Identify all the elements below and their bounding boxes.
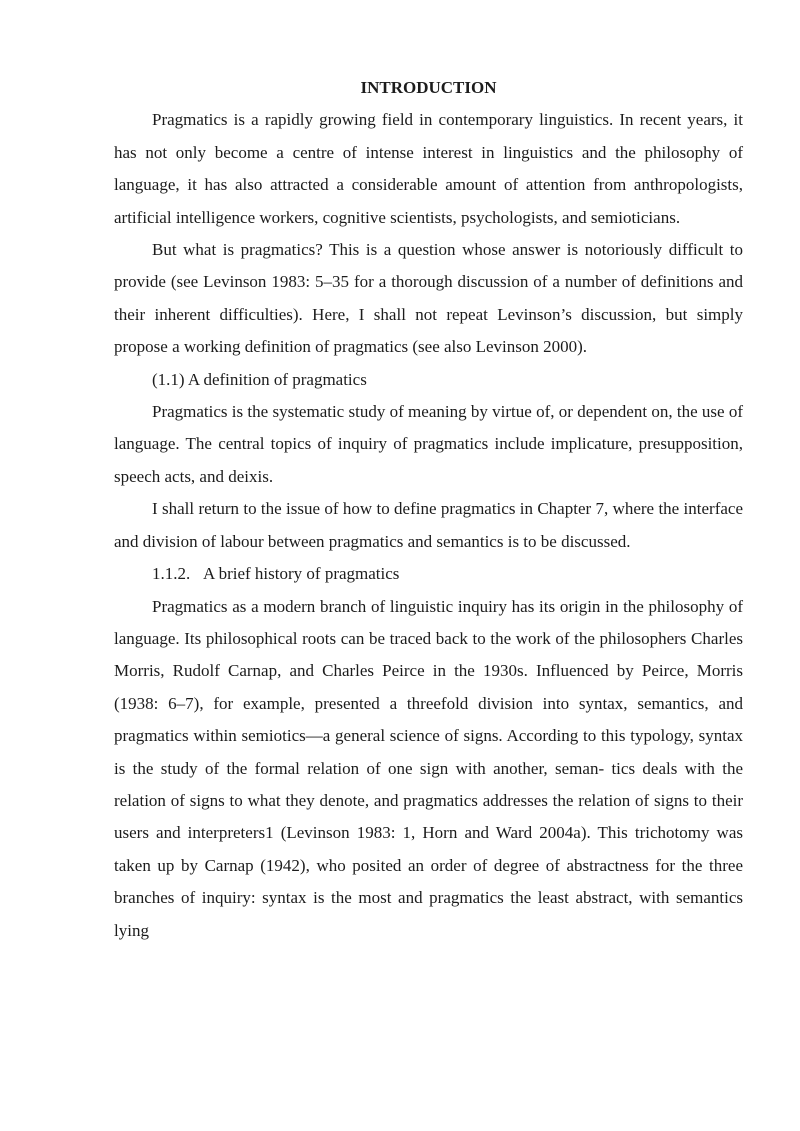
heading-definition: (1.1) A definition of pragmatics [152, 369, 367, 389]
document-page [114, 72, 743, 947]
paragraph-definition: Pragmatics is the systematic study of meaning by virtue of, or dependent on, the use of language. The central topics of inquiry of pragmatics include implicature, presupposition, speech acts, and deixis. [114, 402, 743, 486]
heading-brief-history: 1.1.2. A brief history of pragmatics [152, 564, 400, 584]
paragraph-what-is-pragmatics: But what is pragmatics? This is a question whose answer is notoriously difficult to provide (see Levinson 1983: 5–35 for a thorough discussion of a number of definitions and their inherent difficulties). Here, I shall not repeat Levinson’s discussion, but simply propose a working definition of pragmatics (see also Levinson 2000). [114, 240, 743, 357]
paragraph-intro: Pragmatics is a rapidly growing field in contemporary linguistics. In recent years, it has not only become a centre of intense interest in linguistics and the philosophy of language, it has also attracted a considerable amount of attention from anthropologists, artificial intelligence workers, cognitive scientists, psychologists, and semioticians. [114, 110, 743, 227]
page-title: INTRODUCTION [360, 78, 497, 97]
paragraph-history: Pragmatics as a modern branch of linguistic inquiry has its origin in the philosophy of language. Its philosophical roots can be traced back to the work of the philosophers Charles Morris, Rudolf Carnap, and Charles Peirce in the 1930s. Influenced by Peirce, Morris (1938: 6–7), for example, presented a threefold division into syntax, semantics, and pragmatics within semiotics—a general science of signs. According to this typology, syntax is the study of the formal relation of one sign with another, seman- tics deals with the relation of signs to what they denote, and pragmatics addresses the relation of signs to their users and interpreters1 (Levinson 1983: 1, Horn and Ward 2004a). This trichotomy was taken up by Carnap (1942), who posited an order of degree of abstractness for the three branches of inquiry: syntax is the most and pragmatics the least abstract, with semantics lying [114, 596, 743, 940]
paragraph-chapter-7: I shall return to the issue of how to define pragmatics in Chapter 7, where the interface and division of labour between pragmatics and semantics is to be discussed. [114, 499, 743, 551]
